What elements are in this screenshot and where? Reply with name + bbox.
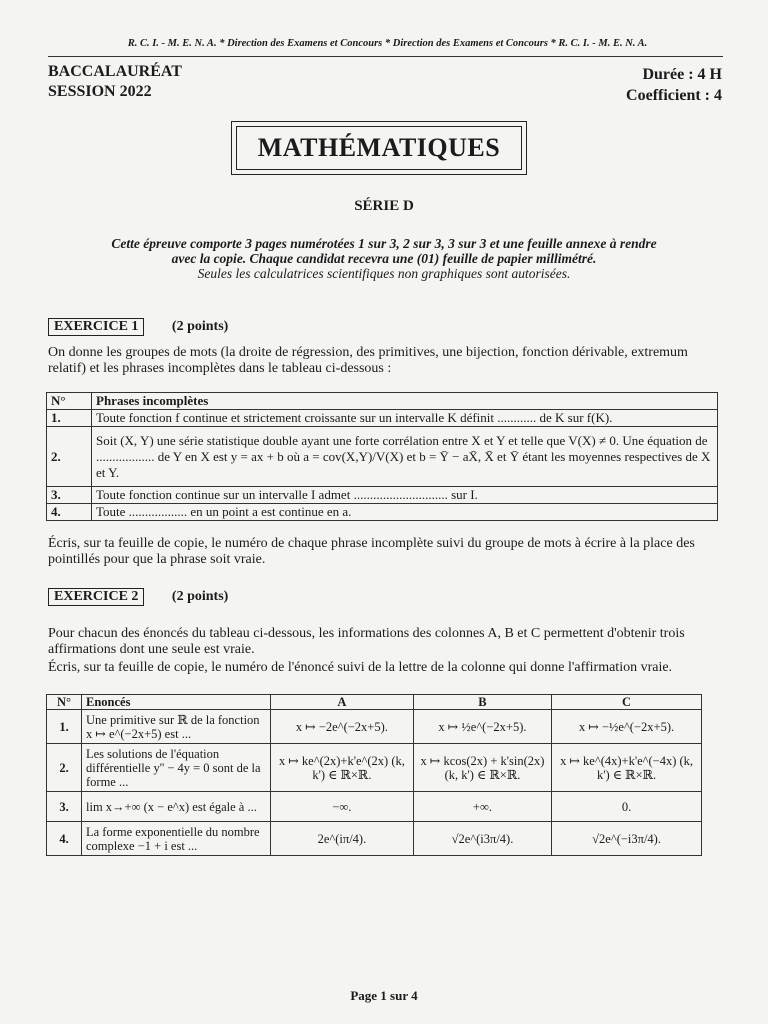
row-enonce: La forme exponentielle du nombre complexe −1 + i est ...: [82, 822, 271, 856]
intro-line-1: Cette épreuve comporte 3 pages numérotées 1 sur 3, 2 sur 3, 3 sur 3 et une feuille annexe à rendre: [111, 236, 657, 251]
exercise-2-table: [46, 694, 702, 856]
header-rule: [48, 56, 723, 57]
row-enonce: lim x→+∞ (x − e^x) est égale à ...: [82, 792, 271, 822]
exercise-1-label: EXERCICE 1: [48, 318, 144, 336]
exam-meta: [626, 64, 722, 106]
row-choice-a: −∞.: [271, 792, 414, 822]
header-top-line: R. C. I. - M. E. N. A. * Direction des Examens et Concours * Direction des Examens et Concours * R. C. I. - M. E. N. A.: [127, 38, 648, 49]
serie-label: SÉRIE D: [354, 198, 414, 214]
row-enonce: Une primitive sur ℝ de la fonction x ↦ e^(−2x+5) est ...: [82, 710, 271, 744]
col-c-header: C: [552, 695, 702, 710]
page-number: Page 1 sur 4: [350, 988, 418, 1003]
row-choice-b: +∞.: [413, 792, 551, 822]
exam-info: [48, 62, 182, 102]
exam-name: BACCALAURÉAT: [48, 63, 182, 80]
row-text: Toute fonction f continue et strictement croissante sur un intervalle K définit ............ de K sur f(K).: [92, 410, 718, 427]
row-choice-c: 0.: [552, 792, 702, 822]
row-text: Toute .................. en un point a est continue en a.: [92, 504, 718, 521]
exam-duration: Durée : 4 H: [642, 66, 722, 83]
table-row: [47, 744, 702, 792]
row-choice-c: x ↦ ke^(4x)+k'e^(−4x) (k, k') ∈ ℝ×ℝ.: [552, 744, 702, 792]
col-num-header: N°: [47, 695, 82, 710]
table-row: [47, 792, 702, 822]
row-choice-b: √2e^(i3π/4).: [413, 822, 551, 856]
exercise-2-points: (2 points): [171, 589, 229, 604]
table-row: [47, 427, 718, 487]
exercise-1-points: (2 points): [171, 319, 229, 334]
col-a-header: A: [271, 695, 414, 710]
table-row: [47, 710, 702, 744]
table-row: [47, 487, 718, 504]
exercise-2-heading: [48, 588, 228, 606]
row-choice-a: x ↦ ke^(2x)+k'e^(2x) (k, k') ∈ ℝ×ℝ.: [271, 744, 414, 792]
row-num: 4.: [47, 822, 82, 856]
intro-block: [40, 236, 728, 281]
exercise-2-label: EXERCICE 2: [48, 588, 144, 606]
row-choice-c: √2e^(−i3π/4).: [552, 822, 702, 856]
row-num: 2.: [47, 427, 92, 487]
table-row: [47, 504, 718, 521]
table-row: [47, 410, 718, 427]
row-choice-b: x ↦ ½e^(−2x+5).: [413, 710, 551, 744]
table-header-row: [47, 393, 718, 410]
exam-session: SESSION 2022: [48, 83, 152, 100]
col-enonces-header: Enoncés: [82, 695, 271, 710]
row-num: 4.: [47, 504, 92, 521]
row-num: 1.: [47, 410, 92, 427]
exercise-1-intro: On donne les groupes de mots (la droite de régression, des primitives, une bijection, fonction dérivable, extremum relatif) et les phrases incomplètes dans le tableau ci-dessous :: [48, 345, 688, 376]
row-num: 2.: [47, 744, 82, 792]
title-box: [231, 121, 527, 175]
row-num: 1.: [47, 710, 82, 744]
intro-line-3: Seules les calculatrices scientifiques non graphiques sont autorisées.: [197, 266, 571, 281]
intro-line-2: avec la copie. Chaque candidat recevra une (01) feuille de papier millimétré.: [171, 251, 597, 266]
row-choice-c: x ↦ −½e^(−2x+5).: [552, 710, 702, 744]
exercise-2-intro-2: Écris, sur ta feuille de copie, le numéro de l'énoncé suivi de la lettre de la colonne qui donne l'affirmation vraie.: [48, 660, 673, 675]
exercise-1-heading: [48, 318, 228, 336]
col-b-header: B: [413, 695, 551, 710]
row-choice-a: 2e^(iπ/4).: [271, 822, 414, 856]
exam-coefficient: Coefficient : 4: [626, 87, 722, 104]
col-phrase-header: Phrases incomplètes: [92, 393, 718, 410]
table-row: [47, 822, 702, 856]
row-enonce: Les solutions de l'équation différentielle y'' − 4y = 0 sont de la forme ...: [82, 744, 271, 792]
row-num: 3.: [47, 792, 82, 822]
row-text: Soit (X, Y) une série statistique double ayant une forte corrélation entre X et Y et telle que V(X) ≠ 0. Une équation de .................. de Y en X est y = ax + b où a = cov(X,Y)/V(X) et b = Ȳ − aX̄, X̄ et Ȳ étant les moyennes respectives de X et Y.: [92, 427, 718, 487]
table-header-row: [47, 695, 702, 710]
page-title: MATHÉMATIQUES: [236, 126, 522, 170]
row-choice-a: x ↦ −2e^(−2x+5).: [271, 710, 414, 744]
col-num-header: N°: [47, 393, 92, 410]
exercise-1-instruction: Écris, sur ta feuille de copie, le numéro de chaque phrase incomplète suivi du groupe de mots à écrire à la place des pointillés pour que la phrase soit vraie.: [48, 536, 695, 567]
row-num: 3.: [47, 487, 92, 504]
row-choice-b: x ↦ kcos(2x) + k'sin(2x) (k, k') ∈ ℝ×ℝ.: [413, 744, 551, 792]
exercise-1-table: [46, 392, 718, 521]
exercise-2-intro-1: Pour chacun des énoncés du tableau ci-dessous, les informations des colonnes A, B et C permettent d'obtenir trois affirmations dont une seule est vraie.: [48, 626, 685, 657]
row-text: Toute fonction continue sur un intervalle I admet ............................. sur I.: [92, 487, 718, 504]
